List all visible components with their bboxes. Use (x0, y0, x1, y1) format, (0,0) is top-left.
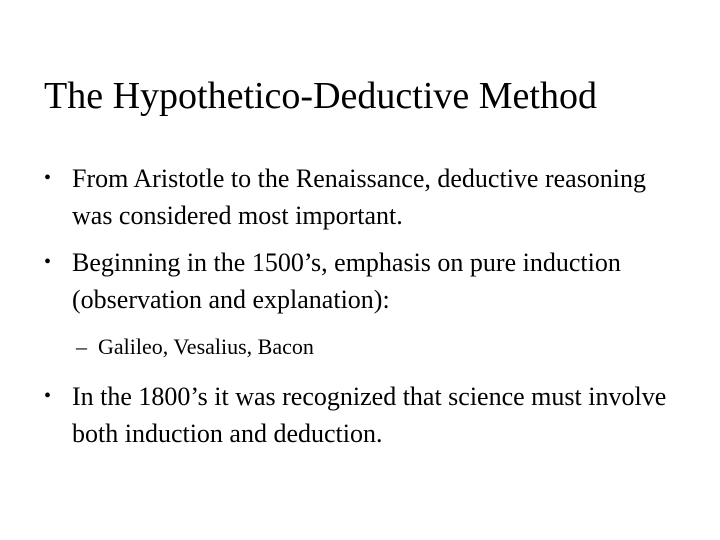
bullet-item-1800s (0, 378, 672, 452)
bullet-text: From Aristotle to the Renaissance, deductive reasoning was considered most important. (72, 164, 647, 230)
bullet-marker: • (44, 385, 52, 407)
bullet-marker: • (44, 167, 52, 189)
bullet-text: Beginning in the 1500’s, emphasis on pure induction (observation and explanation): (72, 248, 621, 314)
bullet-item-1500s (0, 244, 672, 318)
bullet-item-aristotle (0, 160, 672, 234)
slide-content (0, 160, 720, 462)
sub-bullet-marker: – (76, 334, 87, 359)
sub-bullet-text: Galileo, Vesalius, Bacon (98, 334, 314, 359)
bullet-text: In the 1800’s it was recognized that science must involve both induction and deduction. (72, 382, 667, 448)
sub-bullet-item-galileo (0, 332, 720, 362)
bullet-marker: • (44, 251, 52, 273)
slide-title: The Hypothetico-Deductive Method (44, 75, 597, 117)
